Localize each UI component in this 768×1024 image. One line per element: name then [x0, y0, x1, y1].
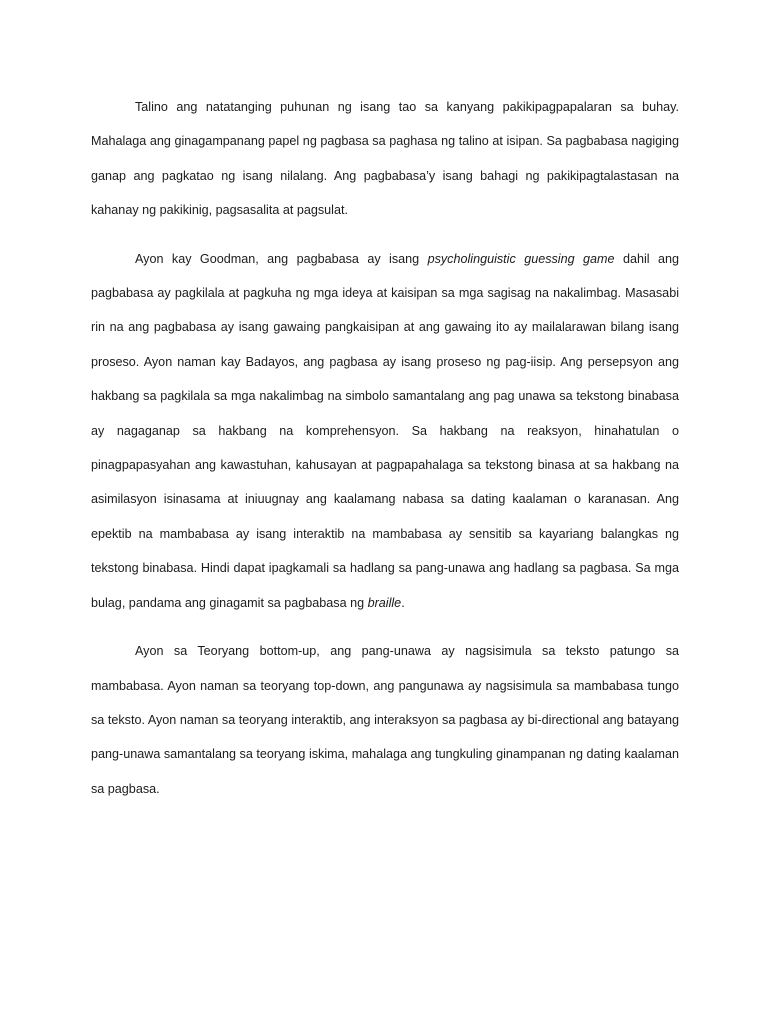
paragraph	[91, 242, 679, 620]
paragraph-text: dahil ang pagbabasa ay pagkilala at pagkuha ng mga ideya at kaisipan sa mga sagisag na nakalimbag. Masasabi rin na ang pagbabasa ay isang gawaing pangkaisipan at ang gawaing ito ay mailalarawan bilang isang proseso. Ayon naman kay Badayos, ang pagbasa ay isang proseso ng pag-iisip. Ang persepsyon ang hakbang sa pagkilala sa mga nakalimbag na simbolo samantalang ang pag unawa sa tekstong binabasa ay nagaganap sa hakbang na komprehensyon. Sa hakbang na reaksyon, hinahatulan o pinagpapasyahan ang kawastuhan, kahusayan at pagpapahalaga sa tekstong binasa at sa hakbang na asimilasyon isinasama at iniuugnay ang kaalamang nabasa sa dating kaalaman o karanasan. Ang epektib na mambabasa ay isang interaktib na mambabasa ay sensitib sa kayariang balangkas ng tekstong binabasa. Hindi dapat ipagkamali sa hadlang sa pang-unawa ang hadlang sa pagbasa. Sa mga bulag, pandama ang ginagamit sa pagbabasa ng	[91, 251, 679, 610]
document-body	[91, 90, 679, 806]
paragraph-text: Ayon kay Goodman, ang pagbabasa ay isang	[135, 251, 428, 266]
italic-text: braille	[367, 595, 402, 610]
paragraph-text: Ayon sa Teoryang bottom-up, ang pang-unawa ay nagsisimula sa teksto patungo sa mambabasa. Ayon naman sa teoryang top-down, ang pangunawa ay nagsisimula sa mambabasa tungo sa teksto. Ayon naman sa teoryang interaktib, ang interaksyon sa pagbasa ay bi-directional ang batayang pang-unawa samantalang sa teoryang iskima, mahalaga ang tungkuling ginampanan ng dating kaalaman sa pagbasa.	[91, 644, 679, 796]
paragraph	[91, 90, 679, 228]
paragraph-text: Talino ang natatanging puhunan ng isang tao sa kanyang pakikipagpapalaran sa buhay. Mahalaga ang ginagampanang papel ng pagbasa sa paghasa ng talino at isipan. Sa pagbabasa nagiging ganap ang pagkatao ng isang nilalang. Ang pagbabasa’y isang bahagi ng pakikipagtalastasan na kahanay ng pakikinig, pagsasalita at pagsulat.	[91, 100, 679, 218]
italic-text: psycholinguistic guessing game	[427, 251, 615, 266]
paragraph-text: .	[401, 595, 405, 610]
paragraph	[91, 634, 679, 806]
